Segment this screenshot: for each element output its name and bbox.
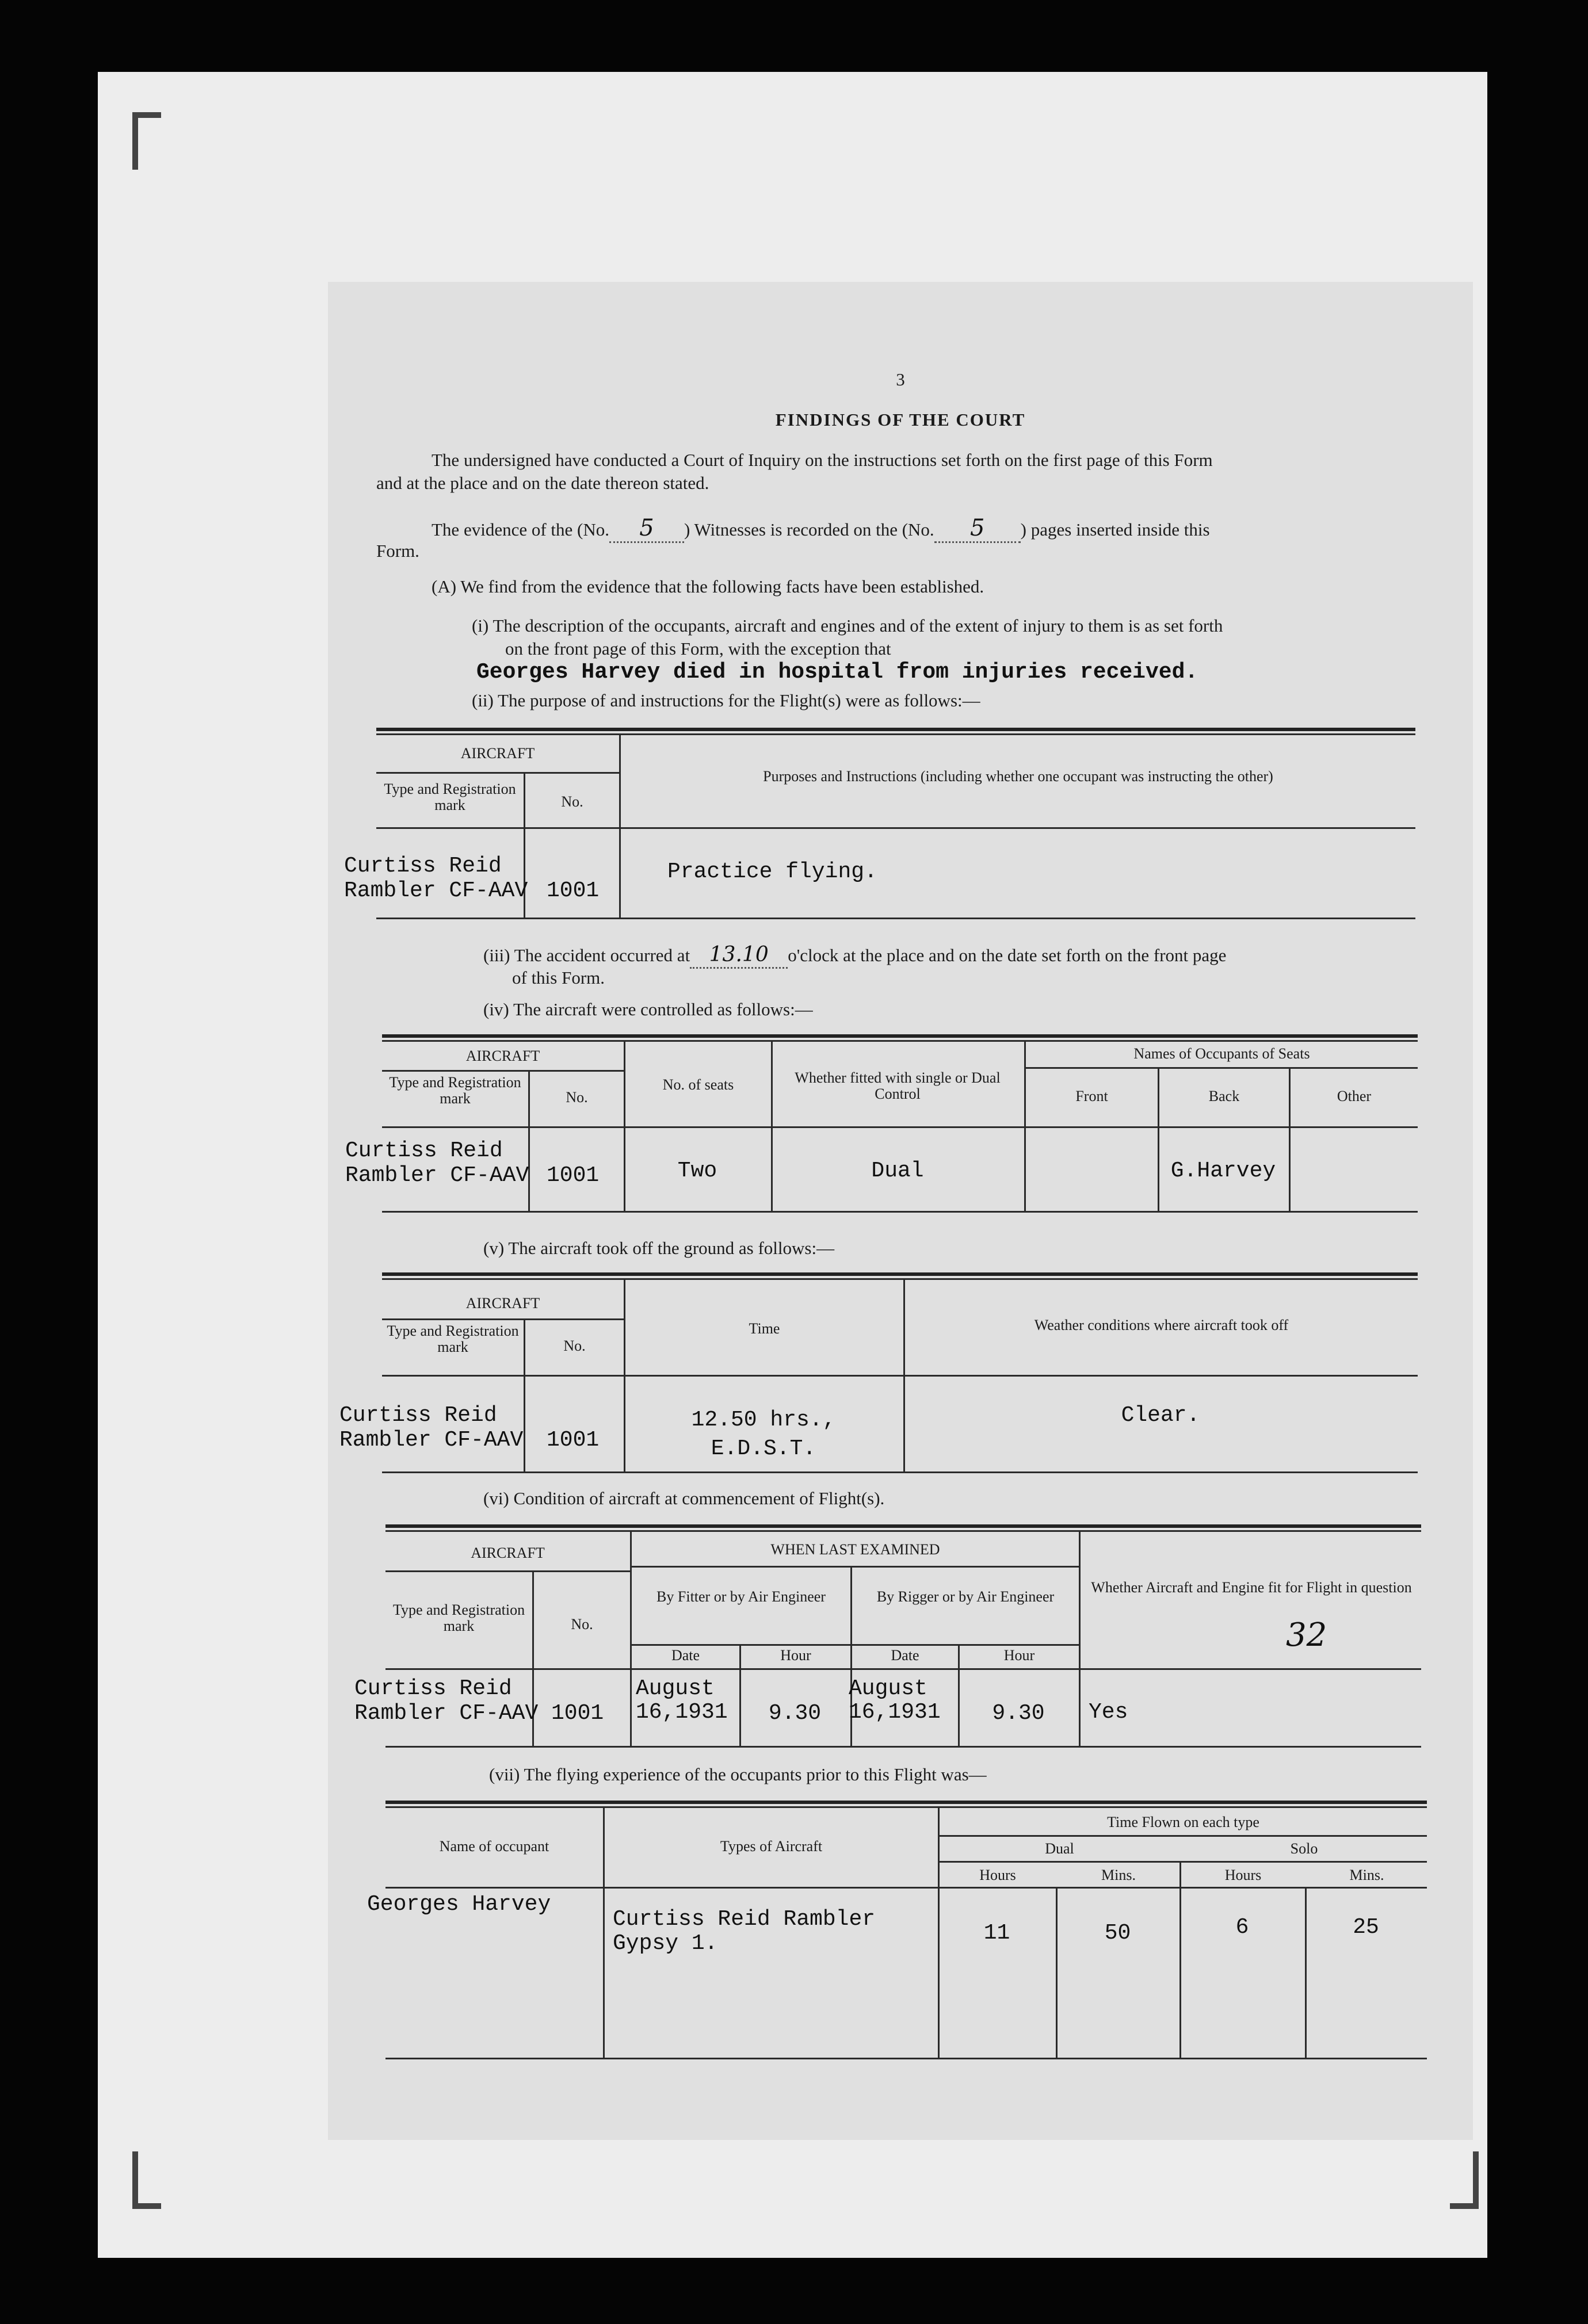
condition-row-fitter-hour: 9.30 <box>768 1701 822 1726</box>
control-row-type-1: Curtiss Reid <box>345 1138 503 1163</box>
item-iv-label: (iv) The aircraft were controlled as follows:— <box>483 999 813 1019</box>
takeoff-header-aircraft: AIRCRAFT <box>465 1295 540 1312</box>
witnesses-count: 5 <box>639 515 654 541</box>
takeoff-row-time-1: 12.50 hrs., <box>691 1408 836 1432</box>
crop-mark-top-left <box>132 112 161 170</box>
control-header-control: Whether fitted with single or Dual Control <box>795 1069 1001 1102</box>
condition-row-fit: Yes <box>1089 1700 1128 1725</box>
crop-mark-bottom-right <box>1450 2151 1479 2209</box>
item-i-line-2: on the front page of this Form, with the exception that <box>505 639 891 659</box>
control-header-back: Back <box>1208 1088 1240 1104</box>
control-row-back: G.Harvey <box>1170 1159 1276 1183</box>
condition-header-type: Type and Registration mark <box>392 1601 525 1634</box>
condition-header-aircraft: AIRCRAFT <box>471 1545 545 1561</box>
condition-row-fitter-date-2: 16,1931 <box>636 1700 728 1725</box>
experience-row-name: Georges Harvey <box>367 1892 551 1917</box>
purpose-row-no: 1001 <box>547 878 600 903</box>
condition-row-rigger-date-2: 16,1931 <box>849 1700 941 1725</box>
handwritten-mark: 32 <box>1286 1616 1327 1654</box>
pages-count: 5 <box>969 515 985 541</box>
item-iii-line <box>483 943 1226 969</box>
purpose-row-type-1: Curtiss Reid <box>344 854 502 878</box>
experience-row-dual-hours: 11 <box>983 1921 1010 1945</box>
evidence-text-2: ) Witnesses is recorded on the (No. <box>684 519 934 540</box>
item-i-line-1: (i) The description of the occupants, aircraft and engines and of the extent of injury to them is as set forth <box>472 616 1223 636</box>
takeoff-row-type-1: Curtiss Reid <box>339 1403 497 1428</box>
condition-row-type-1: Curtiss Reid <box>354 1676 512 1701</box>
condition-row-no: 1001 <box>551 1701 604 1726</box>
experience-header-time-flown: Time Flown on each type <box>1107 1814 1259 1830</box>
condition-row-rigger-hour: 9.30 <box>992 1701 1045 1726</box>
control-row-type-2: Rambler CF-AAV <box>345 1163 529 1188</box>
condition-header-fitter-hour: Hour <box>780 1647 811 1664</box>
experience-row-dual-mins: 50 <box>1104 1921 1131 1945</box>
experience-header-dual: Dual <box>1045 1840 1074 1857</box>
intro-line-2: and at the place and on the date thereon stated. <box>376 473 709 493</box>
experience-header-solo-mins: Mins. <box>1349 1867 1384 1883</box>
control-header-occupants: Names of Occupants of Seats <box>1133 1045 1310 1062</box>
control-header-no: No. <box>566 1089 588 1106</box>
control-row-control: Dual <box>871 1159 924 1183</box>
page-title: FINDINGS OF THE COURT <box>775 410 1026 430</box>
item-iii-line-2: of this Form. <box>512 968 605 988</box>
condition-header-fitter: By Fitter or by Air Engineer <box>656 1588 826 1605</box>
purpose-header-no: No. <box>561 793 583 810</box>
control-row-no: 1001 <box>547 1163 600 1188</box>
experience-row-types-1: Curtiss Reid Rambler <box>613 1907 876 1932</box>
purpose-row-text: Practice flying. <box>667 859 877 884</box>
purpose-header-type: Type and Registration mark <box>384 781 516 813</box>
experience-header-dual-mins: Mins. <box>1101 1867 1136 1883</box>
condition-header-rigger-hour: Hour <box>1003 1647 1035 1664</box>
experience-header-solo: Solo <box>1290 1840 1318 1857</box>
item-iii-text-1: (iii) The accident occurred at <box>483 945 690 965</box>
evidence-text-3: ) pages inserted inside this <box>1020 519 1210 540</box>
control-header-other: Other <box>1337 1088 1372 1104</box>
takeoff-row-weather: Clear. <box>1121 1403 1200 1428</box>
experience-header-types: Types of Aircraft <box>720 1838 823 1855</box>
condition-header-rigger: By Rigger or by Air Engineer <box>876 1588 1055 1605</box>
item-v-label: (v) The aircraft took off the ground as follows:— <box>483 1238 835 1258</box>
takeoff-header-no: No. <box>563 1337 586 1354</box>
takeoff-header-type: Type and Registration mark <box>387 1322 519 1355</box>
control-row-seats: Two <box>677 1159 717 1183</box>
takeoff-header-weather: Weather conditions where aircraft took off <box>1034 1317 1289 1333</box>
condition-header-when: WHEN LAST EXAMINED <box>770 1541 940 1558</box>
control-header-seats: No. of seats <box>662 1076 734 1093</box>
control-header-aircraft: AIRCRAFT <box>465 1048 540 1064</box>
evidence-form-word: Form. <box>376 541 419 561</box>
item-vi-label: (vi) Condition of aircraft at commencement of Flight(s). <box>483 1488 885 1508</box>
item-ii-label: (ii) The purpose of and instructions for the Flight(s) were as follows:— <box>472 690 980 710</box>
page-number: 3 <box>896 369 905 389</box>
experience-header-name: Name of occupant <box>439 1838 549 1855</box>
control-header-front: Front <box>1075 1088 1108 1104</box>
experience-row-solo-mins: 25 <box>1353 1915 1379 1940</box>
item-vii-label: (vii) The flying experience of the occupants prior to this Flight was— <box>489 1764 987 1784</box>
purpose-header-aircraft: AIRCRAFT <box>460 745 535 762</box>
document-page <box>328 282 1473 2140</box>
takeoff-header-time: Time <box>749 1320 780 1337</box>
purpose-header-instructions: Purposes and Instructions (including whether one occupant was instructing the other) <box>763 768 1273 785</box>
intro-line-1: The undersigned have conducted a Court of Inquiry on the instructions set forth on the first page of this Form <box>432 450 1213 470</box>
condition-header-fitter-date: Date <box>671 1647 700 1664</box>
takeoff-row-type-2: Rambler CF-AAV <box>339 1428 524 1452</box>
takeoff-row-time-2: E.D.S.T. <box>711 1436 816 1461</box>
experience-row-solo-hours: 6 <box>1235 1915 1249 1940</box>
crop-mark-bottom-left <box>132 2151 161 2209</box>
evidence-line <box>432 517 1210 543</box>
condition-row-type-2: Rambler CF-AAV <box>354 1701 539 1726</box>
takeoff-row-no: 1001 <box>547 1428 600 1452</box>
purpose-row-type-2: Rambler CF-AAV <box>344 878 528 903</box>
item-iii-text-2: o'clock at the place and on the date set forth on the front page <box>788 945 1227 965</box>
condition-header-no: No. <box>571 1616 593 1633</box>
condition-header-fit: Whether Aircraft and Engine fit for Flight in question <box>1091 1579 1412 1596</box>
experience-header-solo-hours: Hours <box>1224 1867 1262 1883</box>
experience-row-types-2: Gypsy 1. <box>613 1931 718 1956</box>
experience-header-dual-hours: Hours <box>979 1867 1016 1883</box>
item-i-exception: Georges Harvey died in hospital from injuries received. <box>476 660 1198 685</box>
condition-row-fitter-date-1: August <box>636 1676 715 1701</box>
evidence-text-1: The evidence of the (No. <box>432 519 610 540</box>
condition-row-rigger-date-1: August <box>849 1676 927 1701</box>
section-a-heading: (A) We find from the evidence that the following facts have been established. <box>432 576 984 597</box>
control-header-type: Type and Registration mark <box>389 1074 521 1107</box>
accident-time: 13.10 <box>709 943 769 966</box>
condition-header-rigger-date: Date <box>891 1647 919 1664</box>
